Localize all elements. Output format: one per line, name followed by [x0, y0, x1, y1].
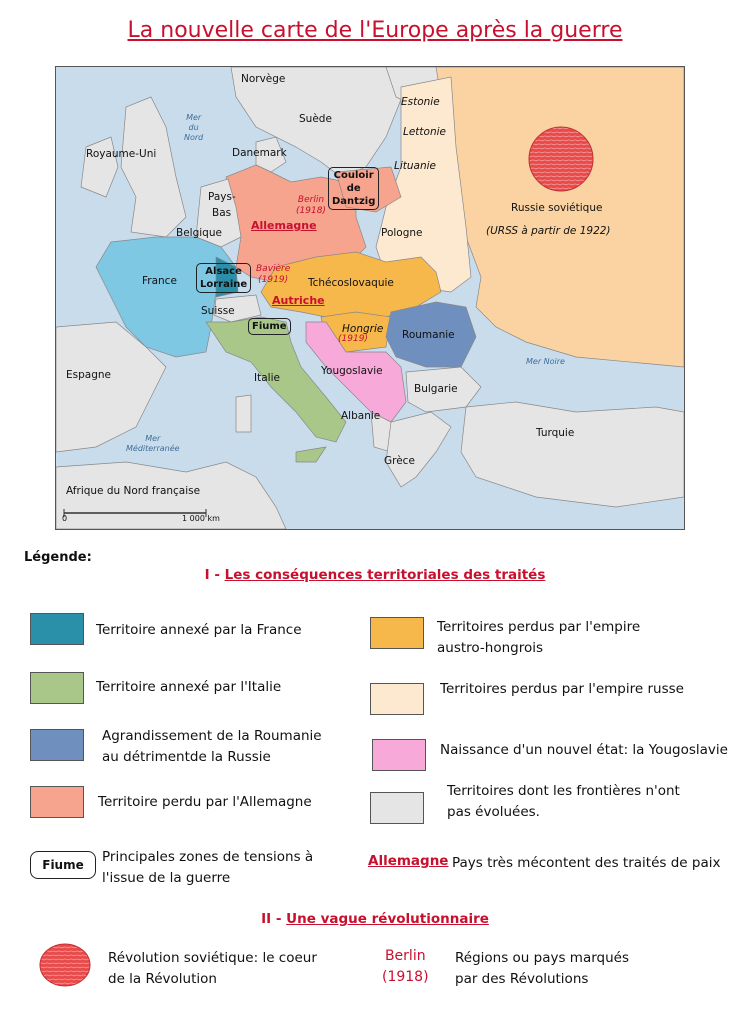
- revolution-legend-icon: [38, 942, 92, 988]
- label-tchecoslovaquie: Tchécoslovaquie: [308, 277, 394, 289]
- legend-discontent: Pays très mécontent des traités de paix: [452, 855, 721, 871]
- label-roumanie: Roumanie: [402, 329, 455, 341]
- label-italie: Italie: [254, 372, 280, 384]
- label-lituanie: Lituanie: [394, 160, 437, 172]
- sicily-region: [296, 447, 326, 462]
- label-mer-du-nord: Mer du Nord: [184, 113, 204, 142]
- label-france: France: [142, 275, 177, 287]
- label-bulgarie: Bulgarie: [414, 383, 458, 395]
- swatch-yugo: [372, 739, 426, 771]
- greece-region: [386, 412, 451, 487]
- europe-map: [55, 66, 685, 530]
- swatch-berlin: Berlin (1918): [382, 948, 429, 985]
- label-albanie: Albanie: [341, 410, 381, 422]
- swatch-tension-fiume: Fiume: [30, 851, 96, 879]
- label-autriche: Autriche: [272, 294, 325, 307]
- soviet-russia-region: [436, 67, 684, 367]
- legend-germany: Territoire perdu par l'Allemagne: [98, 794, 312, 810]
- label-norvege: Norvège: [241, 73, 286, 85]
- tension-dantzig: Couloir de Dantzig: [328, 167, 379, 210]
- legend-france: Territoire annexé par la France: [96, 622, 302, 638]
- map-drawing: [56, 67, 684, 529]
- swatch-germany: [30, 786, 84, 818]
- label-pologne: Pologne: [381, 227, 423, 239]
- label-lettonie: Lettonie: [403, 126, 446, 138]
- label-suede: Suède: [299, 113, 332, 125]
- swatch-russian: [370, 683, 424, 715]
- label-estonie: Estonie: [401, 96, 440, 108]
- legend-romania: Agrandissement de la Roumanie au détrimentde la Russie: [102, 728, 322, 765]
- label-royaume-uni: Royaume-Uni: [86, 148, 157, 160]
- label-mediterranee: Mer Méditerranée: [126, 434, 180, 453]
- swatch-unchanged: [370, 792, 424, 824]
- legend-austro: Territoires perdus par l'empire austro-hongrois: [437, 619, 641, 656]
- page-title: La nouvelle carte de l'Europe après la guerre: [127, 18, 623, 43]
- label-pays-bas-1: Pays-: [208, 191, 236, 203]
- turkey-region: [461, 402, 684, 507]
- legend-tension: Principales zones de tensions à l'issue de la guerre: [102, 849, 314, 886]
- label-urss: (URSS à partir de 1922): [486, 225, 611, 237]
- swatch-romania: [30, 729, 84, 761]
- soviet-revolution-icon: [529, 127, 593, 191]
- legend-yugo: Naissance d'un nouvel état: la Yougoslavie: [440, 742, 728, 758]
- label-revolution-hongrie: (1919): [338, 334, 368, 344]
- swatch-italy: [30, 672, 84, 704]
- label-danemark: Danemark: [232, 147, 287, 159]
- label-russie: Russie soviétique: [511, 202, 603, 214]
- label-turquie: Turquie: [536, 427, 575, 439]
- legend-title: Légende:: [24, 550, 92, 565]
- legend-section-1: I - Les conséquences territoriales des traités: [204, 567, 546, 583]
- legend-unchanged: Territoires dont les frontières n'ont pas évoluées.: [447, 783, 680, 820]
- swatch-allemagne: Allemagne: [368, 853, 449, 869]
- ireland-region: [81, 137, 118, 197]
- label-grece: Grèce: [384, 455, 415, 467]
- label-pays-bas-2: Bas: [212, 207, 232, 219]
- label-revolution-baviere: Bavière (1919): [256, 264, 291, 285]
- sardinia-region: [236, 395, 251, 432]
- legend-italy: Territoire annexé par l'Italie: [96, 679, 282, 695]
- tension-fiume: Fiume: [248, 318, 291, 335]
- uk-region: [121, 97, 186, 237]
- label-mer-noire: Mer Noire: [526, 357, 565, 366]
- legend-soviet: Révolution soviétique: le coeur de la Révolution: [108, 950, 317, 987]
- label-allemagne: Allemagne: [251, 219, 317, 232]
- label-espagne: Espagne: [66, 369, 111, 381]
- legend-regions: Régions ou pays marqués par des Révolutions: [455, 950, 630, 987]
- label-revolution-berlin: Berlin (1918): [296, 195, 326, 216]
- label-suisse: Suisse: [201, 305, 235, 317]
- swatch-austro: [370, 617, 424, 649]
- scale-zero: 0: [62, 514, 68, 523]
- legend-russian: Territoires perdus par l'empire russe: [440, 681, 684, 697]
- legend-section-2: II - Une vague révolutionnaire: [261, 911, 489, 927]
- label-belgique: Belgique: [176, 227, 222, 239]
- label-yougoslavie: Yougoslavie: [321, 365, 383, 377]
- label-afrique: Afrique du Nord française: [66, 485, 201, 497]
- scale-km: 1 000 km: [182, 514, 220, 523]
- swatch-france: [30, 613, 84, 645]
- tension-alsace-lorraine: Alsace Lorraine: [196, 263, 251, 293]
- label-hongrie: Hongrie: [342, 323, 384, 335]
